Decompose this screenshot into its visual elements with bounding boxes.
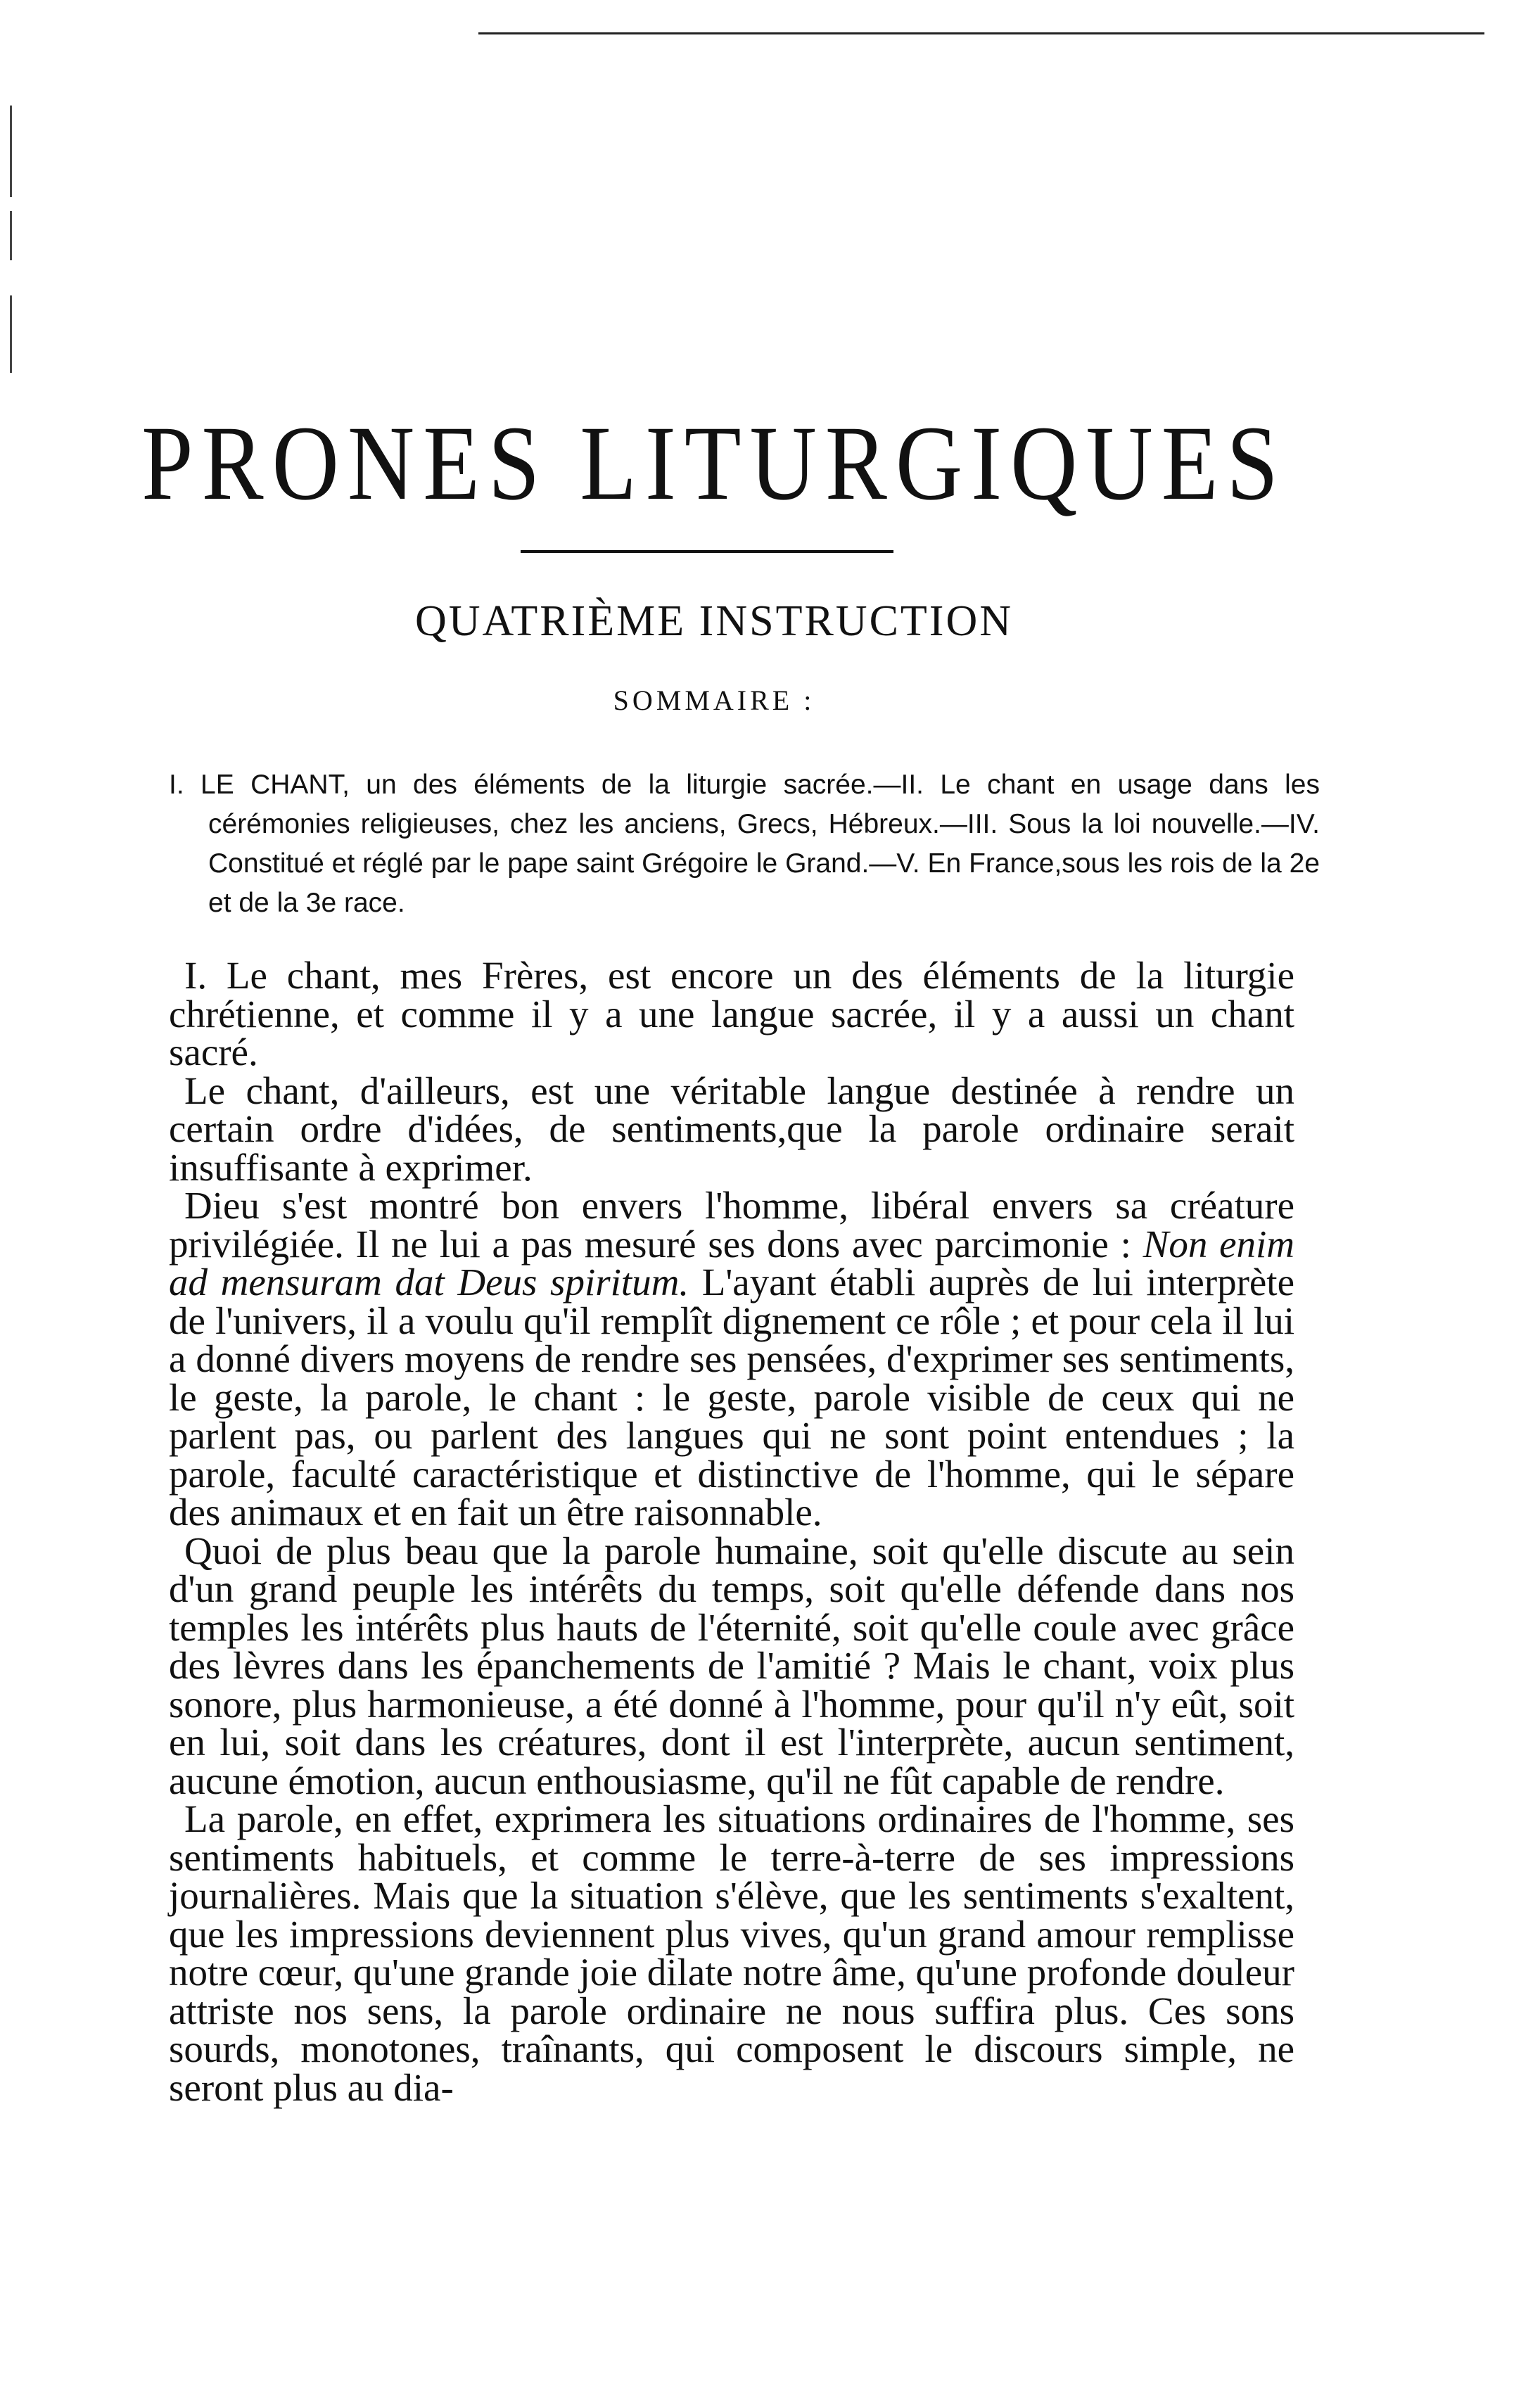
paragraph — [169, 1184, 1295, 1534]
margin-mark — [10, 295, 12, 373]
summary-label: SOMMAIRE : — [613, 684, 815, 716]
paragraph: La parole, en effet, exprimera les situations ordinaires de l'homme, ses sentiments habituels, et comme le terre-à-terre de ses impressions journalières. Mais que la situation s'élève, que les sentiments s'exaltent, que les impressions deviennent plus vives, qu'un grand amour remplisse notre cœur, qu'une grande joie dilate notre âme, qu'une profonde douleur attriste nos sens, la parole ordinaire ne nous suffira plus. Ces sons sourds, monotones, traînants, qui composent le discours simple, ne seront plus au dia- — [169, 1797, 1294, 2109]
margin-mark — [10, 106, 12, 197]
margin-mark — [10, 211, 12, 260]
summary-text: I. LE CHANT, un des éléments de la liturgie sacrée.—II. Le chant en usage dans les cérémonies religieuses, chez les anciens, Grecs, Hébreux.—III. Sous la loi nouvelle.—IV. Constitué et réglé par le pape saint Grégoire le Grand.—V. En France,sous les rois de la 2e et de la 3e race. — [169, 770, 1320, 918]
latin-quote: Non enim ad mensuram dat Deus spiritum. — [169, 1222, 1295, 1304]
page-title: PRONES LITURGIQUES — [141, 403, 1287, 523]
paragraph-text: L'ayant établi auprès de lui interprète de l'univers, il a voulu qu'il remplît dignement ce rôle ; et pour cela il lui a donné divers moyens de rendre ses pensées, d'exprimer ses sentiments, le geste, la parole, le chant : le geste, parole visible de ceux qui ne parlent pas, ou parlent des langues qui ne sont point entendues ; la parole, faculté caractéristique et distinctive de l'homme, qui le sépare des animaux et en fait un être raisonnable. — [169, 1261, 1294, 1534]
paragraph-text: Dieu s'est montré bon envers l'homme, libéral envers sa créature privilégiée. Il ne lui a pas mesuré ses dons avec parcimonie : — [169, 1184, 1294, 1266]
section-title: QUATRIÈME INSTRUCTION — [414, 597, 1014, 645]
top-rule — [478, 32, 1484, 34]
paragraph: Le chant, d'ailleurs, est une véritable langue destinée à rendre un certain ordre d'idées, de sentiments,que la parole ordinaire serait insuffisante à exprimer. — [169, 1069, 1294, 1189]
paragraph: Quoi de plus beau que la parole humaine, soit qu'elle discute au sein d'un grand peuple les intérêts du temps, soit qu'elle défende dans nos temples les intérêts plus hauts de l'éternité, soit qu'elle coule avec grâce des lèvres dans les épanchements de l'amitié ? Mais le chant, voix plus sonore, plus harmonieuse, a été donné à l'homme, pour qu'il n'y eût, soit en lui, soit dans les créatures, dont il est l'interprète, aucun sentiment, aucune émotion, aucun enthousiasme, qu'il ne fût capable de rendre. — [169, 1529, 1294, 1802]
body-text — [169, 954, 1295, 2109]
title-divider — [521, 550, 893, 553]
paragraph: I. Le chant, mes Frères, est encore un des éléments de la liturgie chrétienne, et comme il y a une langue sacrée, il y a aussi un chant sacré. — [169, 954, 1294, 1073]
